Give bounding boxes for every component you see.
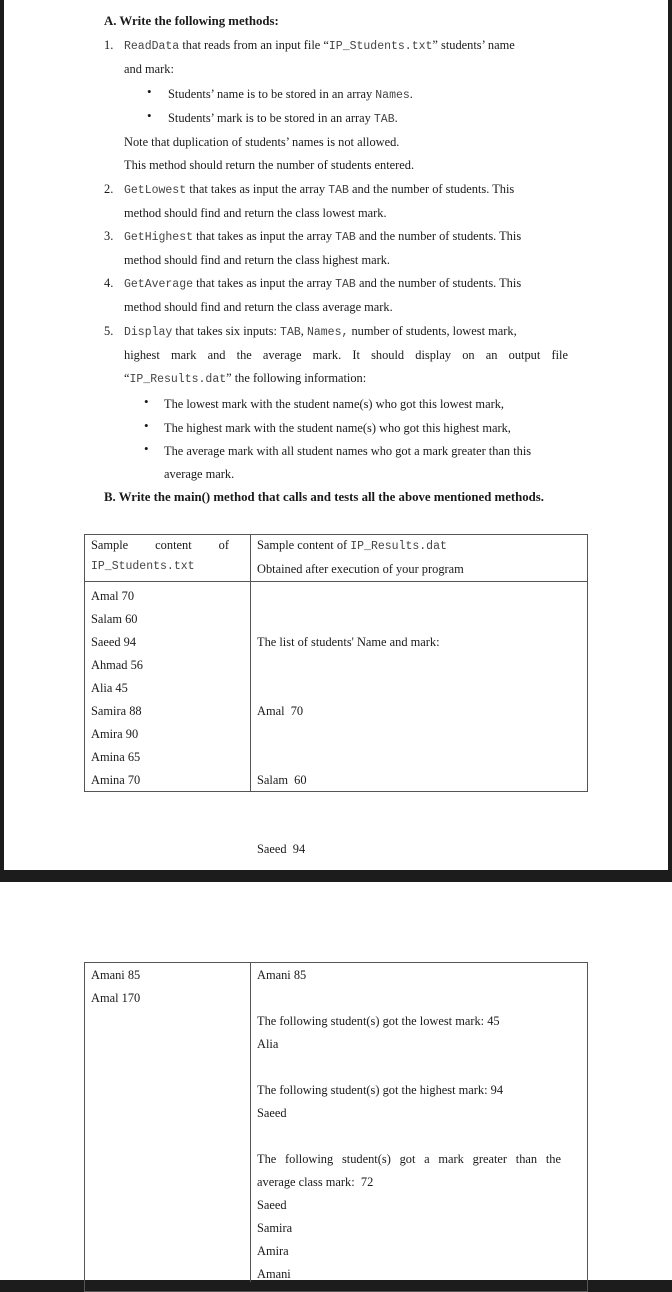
highest-mark-name: Saeed: [257, 1106, 287, 1120]
item-4-line1: GetAverage that takes as input the array TAB and the number of students. This: [124, 276, 522, 291]
item-1-line2: and mark:: [124, 62, 174, 76]
bullet-icon: •: [144, 418, 149, 433]
item-5-bullet-2: The highest mark with the student name(s) who got this highest mark,: [164, 421, 511, 435]
table-divider: [250, 962, 251, 1282]
above-average-name: Samira: [257, 1221, 293, 1235]
item-1-note-2: This method should return the number of students entered.: [124, 158, 415, 172]
average-mark-label: The following student(s) got a mark greater than the: [257, 1152, 561, 1166]
bullet-icon: •: [147, 108, 152, 123]
table-row: Amal 170: [91, 991, 141, 1005]
item-1-bullet-2: Students’ mark is to be stored in an array TAB.: [168, 111, 398, 126]
lowest-mark-label: The following student(s) got the lowest mark: 45: [257, 1014, 500, 1028]
highest-mark-label: The following student(s) got the highest mark: 94: [257, 1083, 504, 1097]
table-row: Amani 85: [257, 968, 307, 982]
table-row: Amani 85: [91, 968, 141, 982]
bullet-icon: •: [147, 84, 152, 99]
gethighest-method: GetHighest: [124, 231, 194, 244]
table-row: Saeed 94: [91, 635, 137, 649]
item-5-line2: highest mark and the average mark. It should display on an output file: [124, 348, 568, 362]
table-row: Saeed 94: [257, 842, 306, 856]
table-row: Amina 70: [91, 773, 141, 787]
item-1-bullet-1: Students’ name is to be stored in an array Names.: [168, 87, 413, 102]
above-average-name: Saeed: [257, 1198, 287, 1212]
item-2-number: 2.: [104, 182, 114, 196]
left-rows-part-1: [91, 585, 143, 792]
table-row: Samira 88: [91, 704, 142, 718]
table-row: Amira 90: [91, 727, 139, 741]
item-3-line2: method should find and return the class highest mark.: [124, 253, 390, 267]
item-5-line1: Display that takes six inputs: TAB, Names, number of students, lowest mark,: [124, 324, 517, 339]
item-5-bullet-3-line1: The average mark with all student names who got a mark greater than this: [164, 444, 532, 458]
table-row: Salam 60: [91, 612, 138, 626]
item-5-number: 5.: [104, 324, 114, 338]
input-filename: IP_Students.txt: [328, 40, 433, 53]
average-mark-value: average class mark: 72: [257, 1175, 374, 1189]
item-3-number: 3.: [104, 229, 114, 243]
item-3-line1: GetHighest that takes as input the array TAB and the number of students. This: [124, 229, 522, 244]
right-rows-part-2: [257, 964, 561, 1286]
left-header: Sample content of IP_Students.txt: [91, 538, 229, 573]
bullet-icon: •: [144, 394, 149, 409]
right-header: Sample content of IP_Results.dat Obtained after execution of your program: [257, 538, 464, 576]
item-1-number: 1.: [104, 38, 114, 52]
table-row: The list of students' Name and mark:: [257, 635, 440, 649]
table-row: Amal 70: [91, 589, 135, 603]
above-average-name: Amira: [257, 1244, 289, 1258]
table-row: Alia 45: [91, 681, 128, 695]
table-row: Amal 70: [257, 704, 304, 718]
document-page-2: [0, 882, 672, 1280]
document-page-1: [4, 0, 668, 870]
item-2-line1: GetLowest that takes as input the array TAB and the number of students. This: [124, 182, 515, 197]
table-row: Salam 60: [257, 773, 307, 787]
item-5-bullet-1: The lowest mark with the student name(s) who got this lowest mark,: [164, 397, 504, 411]
above-average-name: Amani: [257, 1267, 291, 1281]
item-4-line2: method should find and return the class average mark.: [124, 300, 393, 314]
table-divider: [250, 534, 251, 792]
readdata-method: ReadData: [124, 40, 180, 53]
bullet-icon: •: [144, 441, 149, 456]
item-4-number: 4.: [104, 276, 114, 290]
getaverage-method: GetAverage: [124, 278, 194, 291]
lowest-mark-name: Alia: [257, 1037, 279, 1051]
left-rows-part-2: [91, 964, 140, 1010]
item-5-bullet-3-line2: average mark.: [164, 467, 235, 481]
item-2-line2: method should find and return the class lowest mark.: [124, 206, 387, 220]
section-a-heading: A. Write the following methods:: [104, 14, 279, 28]
getlowest-method: GetLowest: [124, 184, 187, 197]
item-1-note-1: Note that duplication of students’ names is not allowed.: [124, 135, 400, 149]
item-5-line3: “IP_Results.dat” the following information:: [124, 371, 367, 386]
table-row: Ahmad 56: [91, 658, 143, 672]
item-1-line1: ReadData that reads from an input file “IP_Students.txt” students’ name: [124, 38, 515, 53]
output-filename: IP_Results.dat: [129, 373, 227, 386]
table-row: Amina 65: [91, 750, 141, 764]
display-method: Display: [124, 326, 173, 339]
table-header-divider: [84, 581, 588, 582]
section-b-heading: B. Write the main() method that calls and tests all the above mentioned methods.: [104, 490, 544, 504]
